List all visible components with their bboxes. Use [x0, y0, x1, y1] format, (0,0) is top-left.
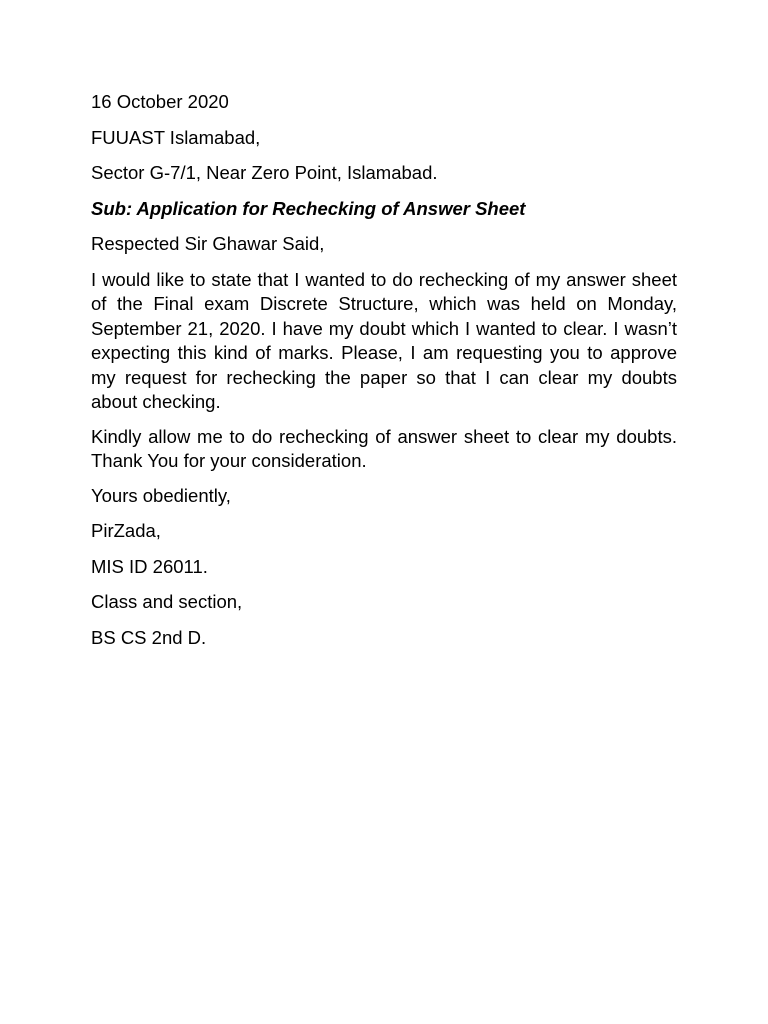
letter-salutation: Respected Sir Ghawar Said, [91, 233, 325, 254]
body-paragraph-1: I would like to state that I wanted to do rechecking of my answer sheet of the Final exam Discrete Structure, which was held on Monday, September 21, 2020. I have my doubt which I wanted to clear. I wasn’t expecting this kind of marks. Please, I am requesting you to approve my request for rechecking the paper so that I can clear my doubts about checking. [91, 268, 677, 412]
body-paragraph-2: Kindly allow me to do rechecking of answer sheet to clear my doubts. Thank You for your consideration. [91, 425, 677, 471]
class-section-value: BS CS 2nd D. [91, 626, 207, 648]
letter-subject: Sub: Application for Rechecking of Answer Sheet [91, 197, 526, 219]
sender-name: PirZada, [91, 520, 161, 541]
recipient-address: Sector G-7/1, Near Zero Point, Islamabad. [91, 162, 438, 183]
sender-mis-id: MIS ID 26011. [91, 555, 208, 577]
letter-body [91, 90, 677, 661]
class-section-label: Class and section, [91, 591, 243, 612]
letter-closing: Yours obediently, [91, 484, 231, 506]
recipient-institution: FUUAST Islamabad, [91, 126, 261, 148]
letter-date: 16 October 2020 [91, 91, 229, 112]
